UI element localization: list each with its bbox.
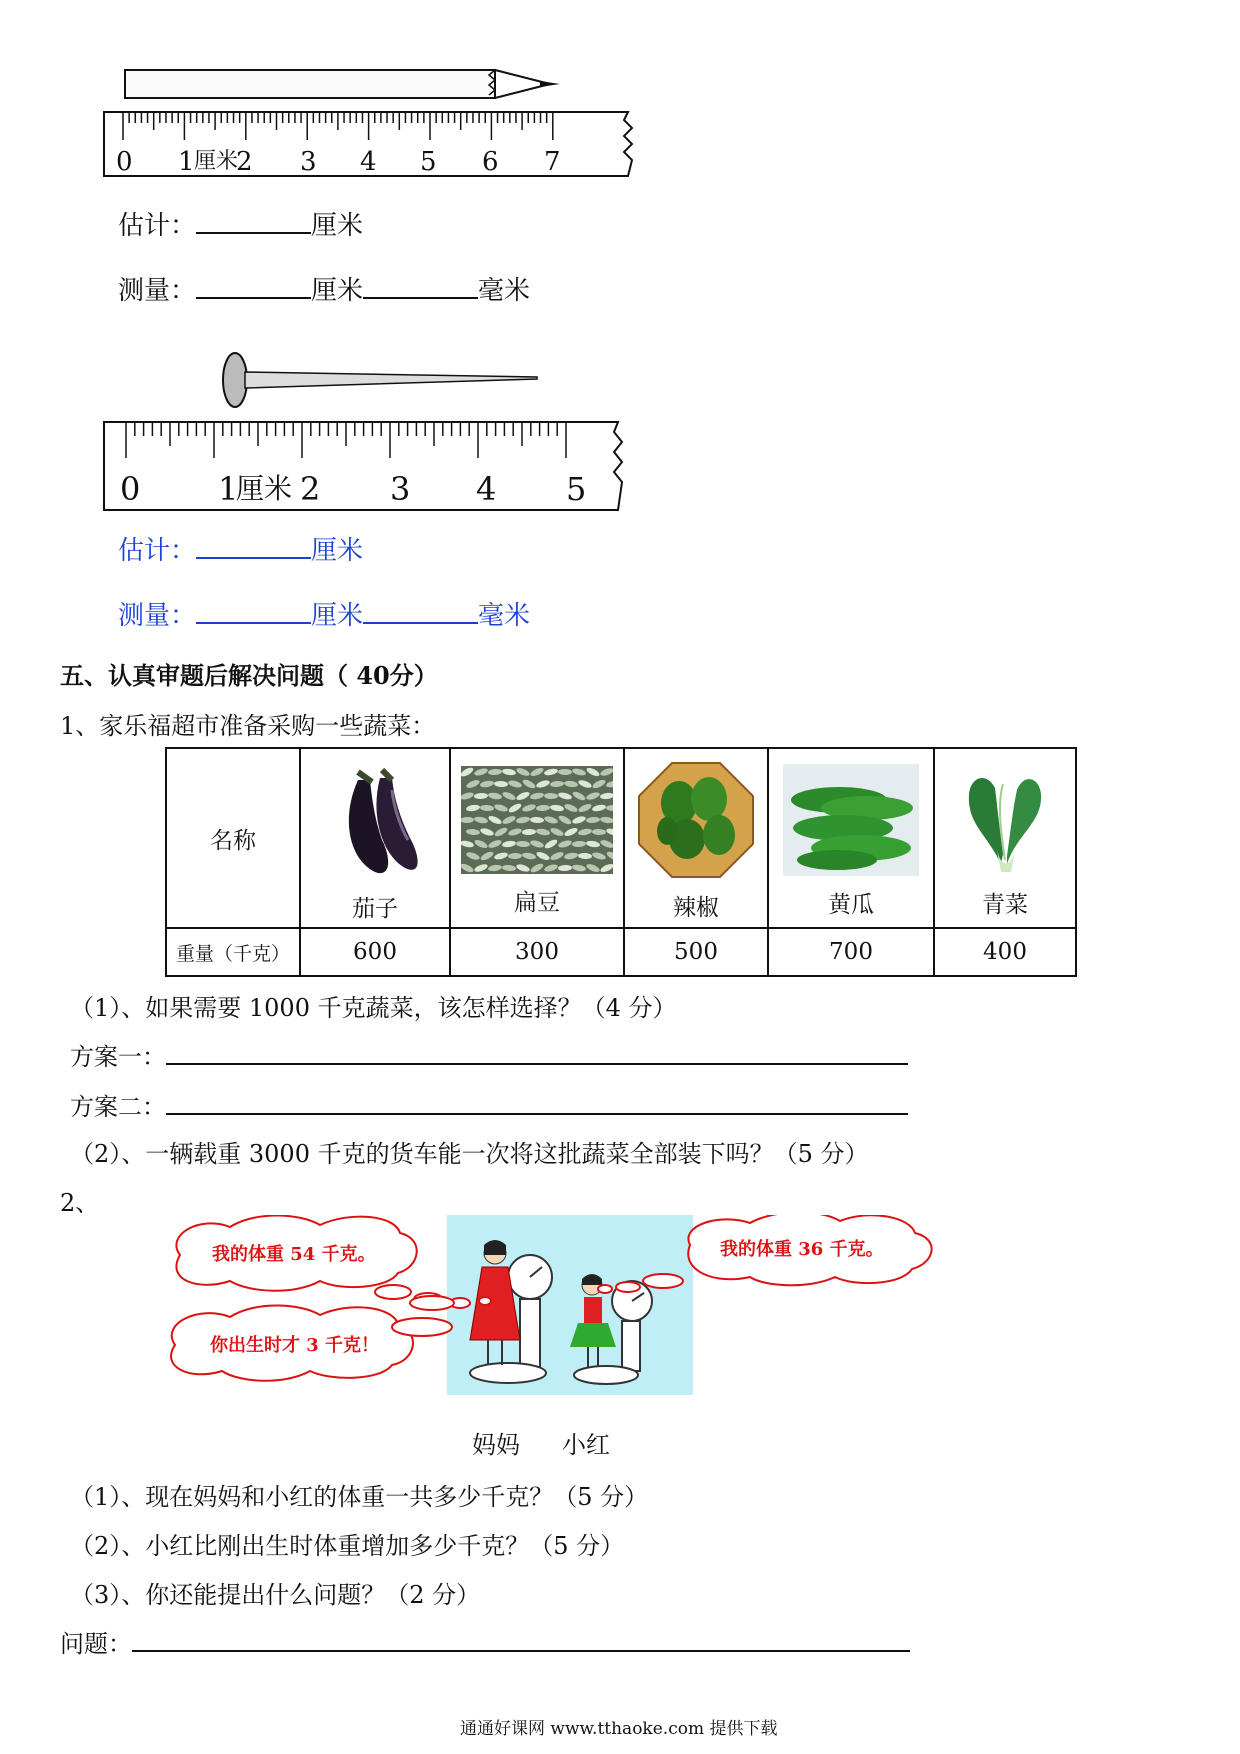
- problem-1-question-2: （2）、一辆载重 3000 千克的货车能一次将这批蔬菜全部装下吗？（5 分）: [70, 1140, 869, 1168]
- ruler-2-label-5: 5: [566, 470, 587, 508]
- ruler-1-label-6: 6: [482, 147, 499, 177]
- veg-name: 黄瓜: [828, 891, 874, 918]
- problem-1-question-1: （1）、如果需要 1000 千克蔬菜，该怎样选择？（4 分）: [70, 994, 677, 1022]
- measure-cm-blank[interactable]: [196, 275, 311, 299]
- question-label: 问题：: [60, 1630, 132, 1658]
- estimate-label: 估计：: [118, 211, 197, 241]
- weight-value: 400: [934, 928, 1076, 976]
- ruler-1-label-1: 1: [178, 147, 195, 177]
- eggplant-icon: [320, 760, 430, 880]
- veg-cell-pepper: [624, 748, 768, 928]
- weight-value: 300: [450, 928, 624, 976]
- veg-cell-eggplant: [300, 748, 450, 928]
- beans-icon: [461, 766, 613, 874]
- estimate-unit: 厘米: [311, 536, 364, 566]
- ruler-2-label-3: 3: [390, 470, 411, 508]
- ruler-1-label-4: 4: [360, 147, 377, 177]
- estimate-unit: 厘米: [311, 211, 364, 241]
- pepper-icon: [637, 761, 755, 879]
- ruler-1-label-7: 7: [544, 147, 561, 177]
- pencil-ruler-figure: [100, 62, 640, 182]
- estimate-blank[interactable]: [196, 210, 311, 234]
- weight-value: 700: [768, 928, 934, 976]
- measure-mm-unit: 毫米: [478, 601, 531, 631]
- veg-name: 扁豆: [514, 889, 560, 916]
- ruler-2-label-0: 0: [120, 470, 141, 508]
- speech-bubble-mom: [176, 1216, 491, 1309]
- weight-illustration: [160, 1215, 1040, 1415]
- bubble-girl-text: 我的体重 36 千克。: [720, 1239, 884, 1260]
- plan-2-label: 方案二：: [70, 1093, 166, 1121]
- ruler-1-label-2: 2: [236, 147, 253, 177]
- ruler-2-label-4: 4: [476, 470, 497, 508]
- plan-1-line: [70, 1037, 920, 1072]
- estimate-line-1: [118, 205, 363, 242]
- plan-2-line: [70, 1087, 920, 1122]
- caption-girl: 小红: [562, 1431, 610, 1459]
- estimate-label: 估计：: [118, 536, 197, 566]
- veg-cell-cucumber: [768, 748, 934, 928]
- nail-ruler-figure: [100, 350, 640, 520]
- weight-value: 600: [300, 928, 450, 976]
- weight-header: 重量（千克）: [166, 928, 300, 976]
- measure-line-2: [118, 595, 530, 632]
- measure-mm-unit: 毫米: [478, 276, 531, 306]
- vegetable-table: [165, 747, 1077, 977]
- greens-icon: [957, 764, 1053, 876]
- question-line: [60, 1624, 940, 1659]
- cucumber-icon: [783, 764, 919, 876]
- plan-2-blank[interactable]: [166, 1091, 908, 1115]
- footer: 通通好课网 www.tthaoke.com 提供下载: [460, 1719, 778, 1739]
- problem-2-question-3: （3）、你还能提出什么问题？（2 分）: [70, 1581, 481, 1609]
- ruler-1-unit: 厘米: [194, 149, 239, 174]
- estimate-line-2: [118, 530, 363, 567]
- bubble-mom-text: 我的体重 54 千克。: [212, 1244, 376, 1265]
- ruler-1: [104, 112, 632, 177]
- measure-mm-blank[interactable]: [363, 600, 478, 624]
- measure-cm-blank[interactable]: [196, 600, 311, 624]
- ruler-1-label-3: 3: [300, 147, 317, 177]
- measure-label: 测量：: [118, 601, 197, 631]
- caption-mom: 妈妈: [472, 1431, 520, 1459]
- weight-value: 500: [624, 928, 768, 976]
- veg-name: 茄子: [352, 895, 398, 922]
- veg-name: 青菜: [982, 891, 1028, 918]
- ruler-2-label-1: 1: [218, 470, 239, 508]
- problem-1-intro: 1、家乐福超市准备采购一些蔬菜：: [60, 712, 436, 740]
- pencil-icon: [125, 70, 560, 98]
- ruler-2: [104, 422, 622, 510]
- measure-label: 测量：: [118, 276, 197, 306]
- problem-2-number: 2、: [60, 1189, 100, 1217]
- veg-cell-beans: [450, 748, 624, 928]
- plan-1-label: 方案一：: [70, 1043, 166, 1071]
- veg-name: 辣椒: [673, 894, 719, 921]
- veg-cell-greens: [934, 748, 1076, 928]
- measure-cm-unit: 厘米: [311, 601, 364, 631]
- question-blank[interactable]: [132, 1628, 910, 1652]
- problem-2-question-2: （2）、小红比刚出生时体重增加多少千克？（5 分）: [70, 1532, 625, 1560]
- measure-cm-unit: 厘米: [311, 276, 364, 306]
- nail-icon: [223, 353, 537, 407]
- speech-bubble-born: [171, 1296, 454, 1381]
- name-header: 名称: [166, 748, 300, 928]
- problem-2-question-1: （1）、现在妈妈和小红的体重一共多少千克？（5 分）: [70, 1483, 649, 1511]
- measure-mm-blank[interactable]: [363, 275, 478, 299]
- plan-1-blank[interactable]: [166, 1041, 908, 1065]
- ruler-1-label-5: 5: [420, 147, 437, 177]
- ruler-1-label-0: 0: [116, 147, 133, 177]
- ruler-2-label-2: 2: [300, 470, 321, 508]
- bubble-born-text: 你出生时才 3 千克！: [210, 1335, 380, 1356]
- estimate-blank[interactable]: [196, 535, 311, 559]
- section-title: 五、认真审题后解决问题（ 40分）: [60, 661, 438, 690]
- measure-line-1: [118, 270, 530, 307]
- ruler-2-unit: 厘米: [236, 472, 293, 505]
